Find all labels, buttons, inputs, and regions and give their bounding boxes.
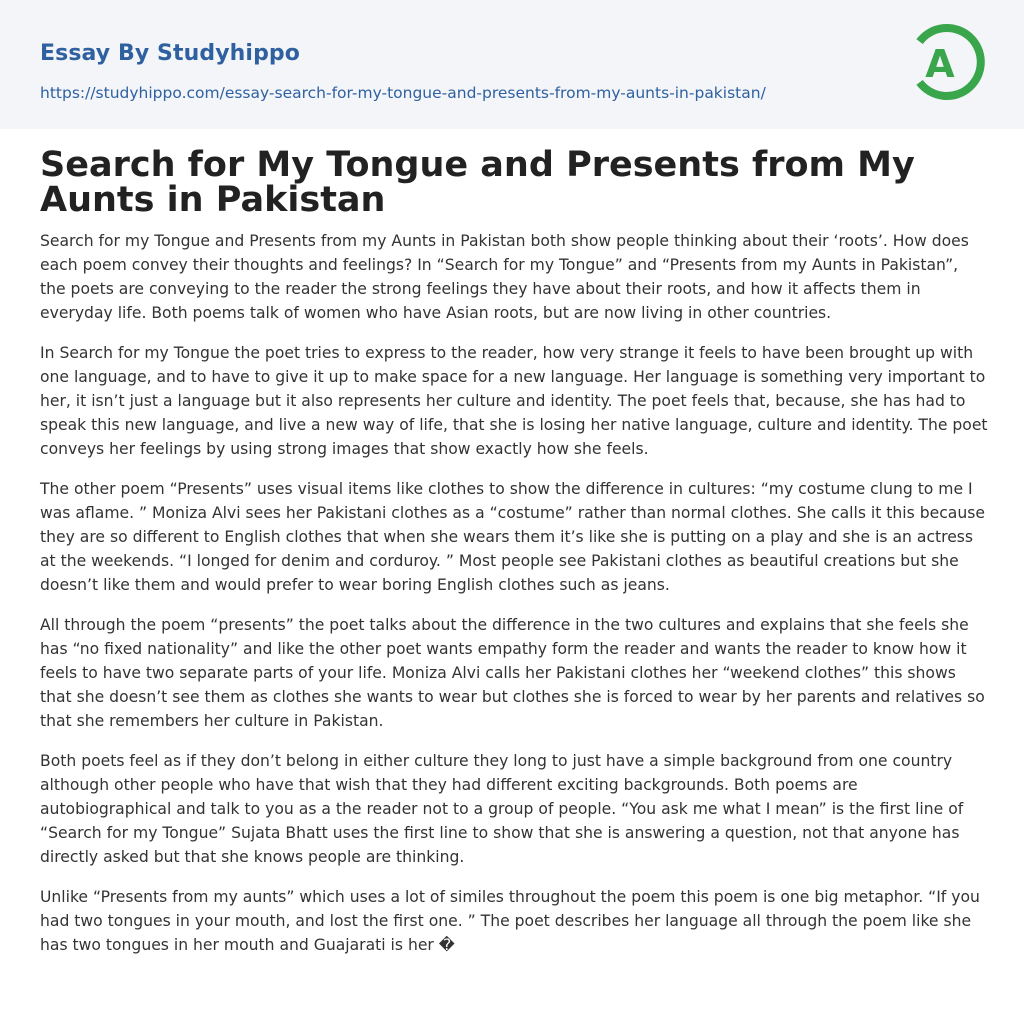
paragraph-5: Both poets feel as if they don’t belong in either culture they long to just have a simple background from one country although other people who have that wish that they had different exciting backgrounds. Both poems are autobiographical and talk to you as a the reader not to a group of people. “You ask me what I mean” is the first line of “Search for my Tongue” Sujata Bhatt uses the first line to show that she is answering a question, not that anyone has directly asked but that she knows people are thinking. [40, 752, 964, 866]
paragraph-4: All through the poem “presents” the poet talks about the difference in the two cultures and explains that she feels she has “no fixed nationality” and like the other poet wants empathy form the reader and wants the reader to know how it feels to have two separate parts of your life. Moniza Alvi calls her Pakistani clothes her “weekend clothes” this shows that she doesn’t see them as clothes she wants to wear but clothes she is forced to wear by her parents and relatives so that she remembers her culture in Pakistan. [40, 616, 985, 730]
paragraph-1: Search for my Tongue and Presents from my Aunts in Pakistan both show people thinking about their ‘roots’. How does each poem convey their thoughts and feelings? In “Search for my Tongue” and “Presents from my Aunts in Pakistan”, the poets are conveying to the reader the strong feelings they have about their roots, and how it affects them in everyday life. Both poems talk of women who have Asian roots, but are now living in other countries. [40, 232, 969, 322]
site-header [0, 0, 1024, 129]
paragraph-6: Unlike “Presents from my aunts” which uses a lot of similes throughout the poem this poem is one big metaphor. “If you had two tongues in your mouth, and lost the first one. ” The poet describes her language all through the poem like she has two tongues in her mouth and Guajarati is her � [40, 888, 980, 954]
paragraph-3: The other poem “Presents” uses visual items like clothes to show the difference in cultures: “my costume clung to me I was aflame. ” Moniza Alvi sees her Pakistani clothes as a “costume” rather than normal clothes. She calls it this because they are so different to English clothes that when she wears them it’s like she is putting on a play and she is an actress at the weekends. “I longed for denim and corduroy. ” Most people see Pakistani clothes as beautiful creations but she doesn’t like them and would prefer to wear boring English clothes such as jeans. [40, 480, 985, 594]
site-brand[interactable]: Essay By Studyhippo [40, 41, 300, 66]
logo-letter: A [925, 42, 955, 86]
essay-body [40, 229, 988, 973]
essay-url-link[interactable]: https://studyhippo.com/essay-search-for-my-tongue-and-presents-from-my-aunts-in-pakistan/ [40, 84, 766, 102]
studyhippo-logo[interactable] [912, 18, 986, 106]
page-title: Search for My Tongue and Presents from My Aunts in Pakistan [40, 145, 915, 220]
paragraph-2: In Search for my Tongue the poet tries to express to the reader, how very strange it feels to have been brought up with one language, and to have to give it up to make space for a new language. Her language is something very important to her, it isn’t just a language but it also represents her culture and identity. The poet feels that, because, she has had to speak this new language, and live a new way of life, that she is losing her native language, culture and identity. The poet conveys her feelings by using strong images that show exactly how she feels. [40, 344, 988, 458]
logo-ring-icon [912, 18, 986, 106]
